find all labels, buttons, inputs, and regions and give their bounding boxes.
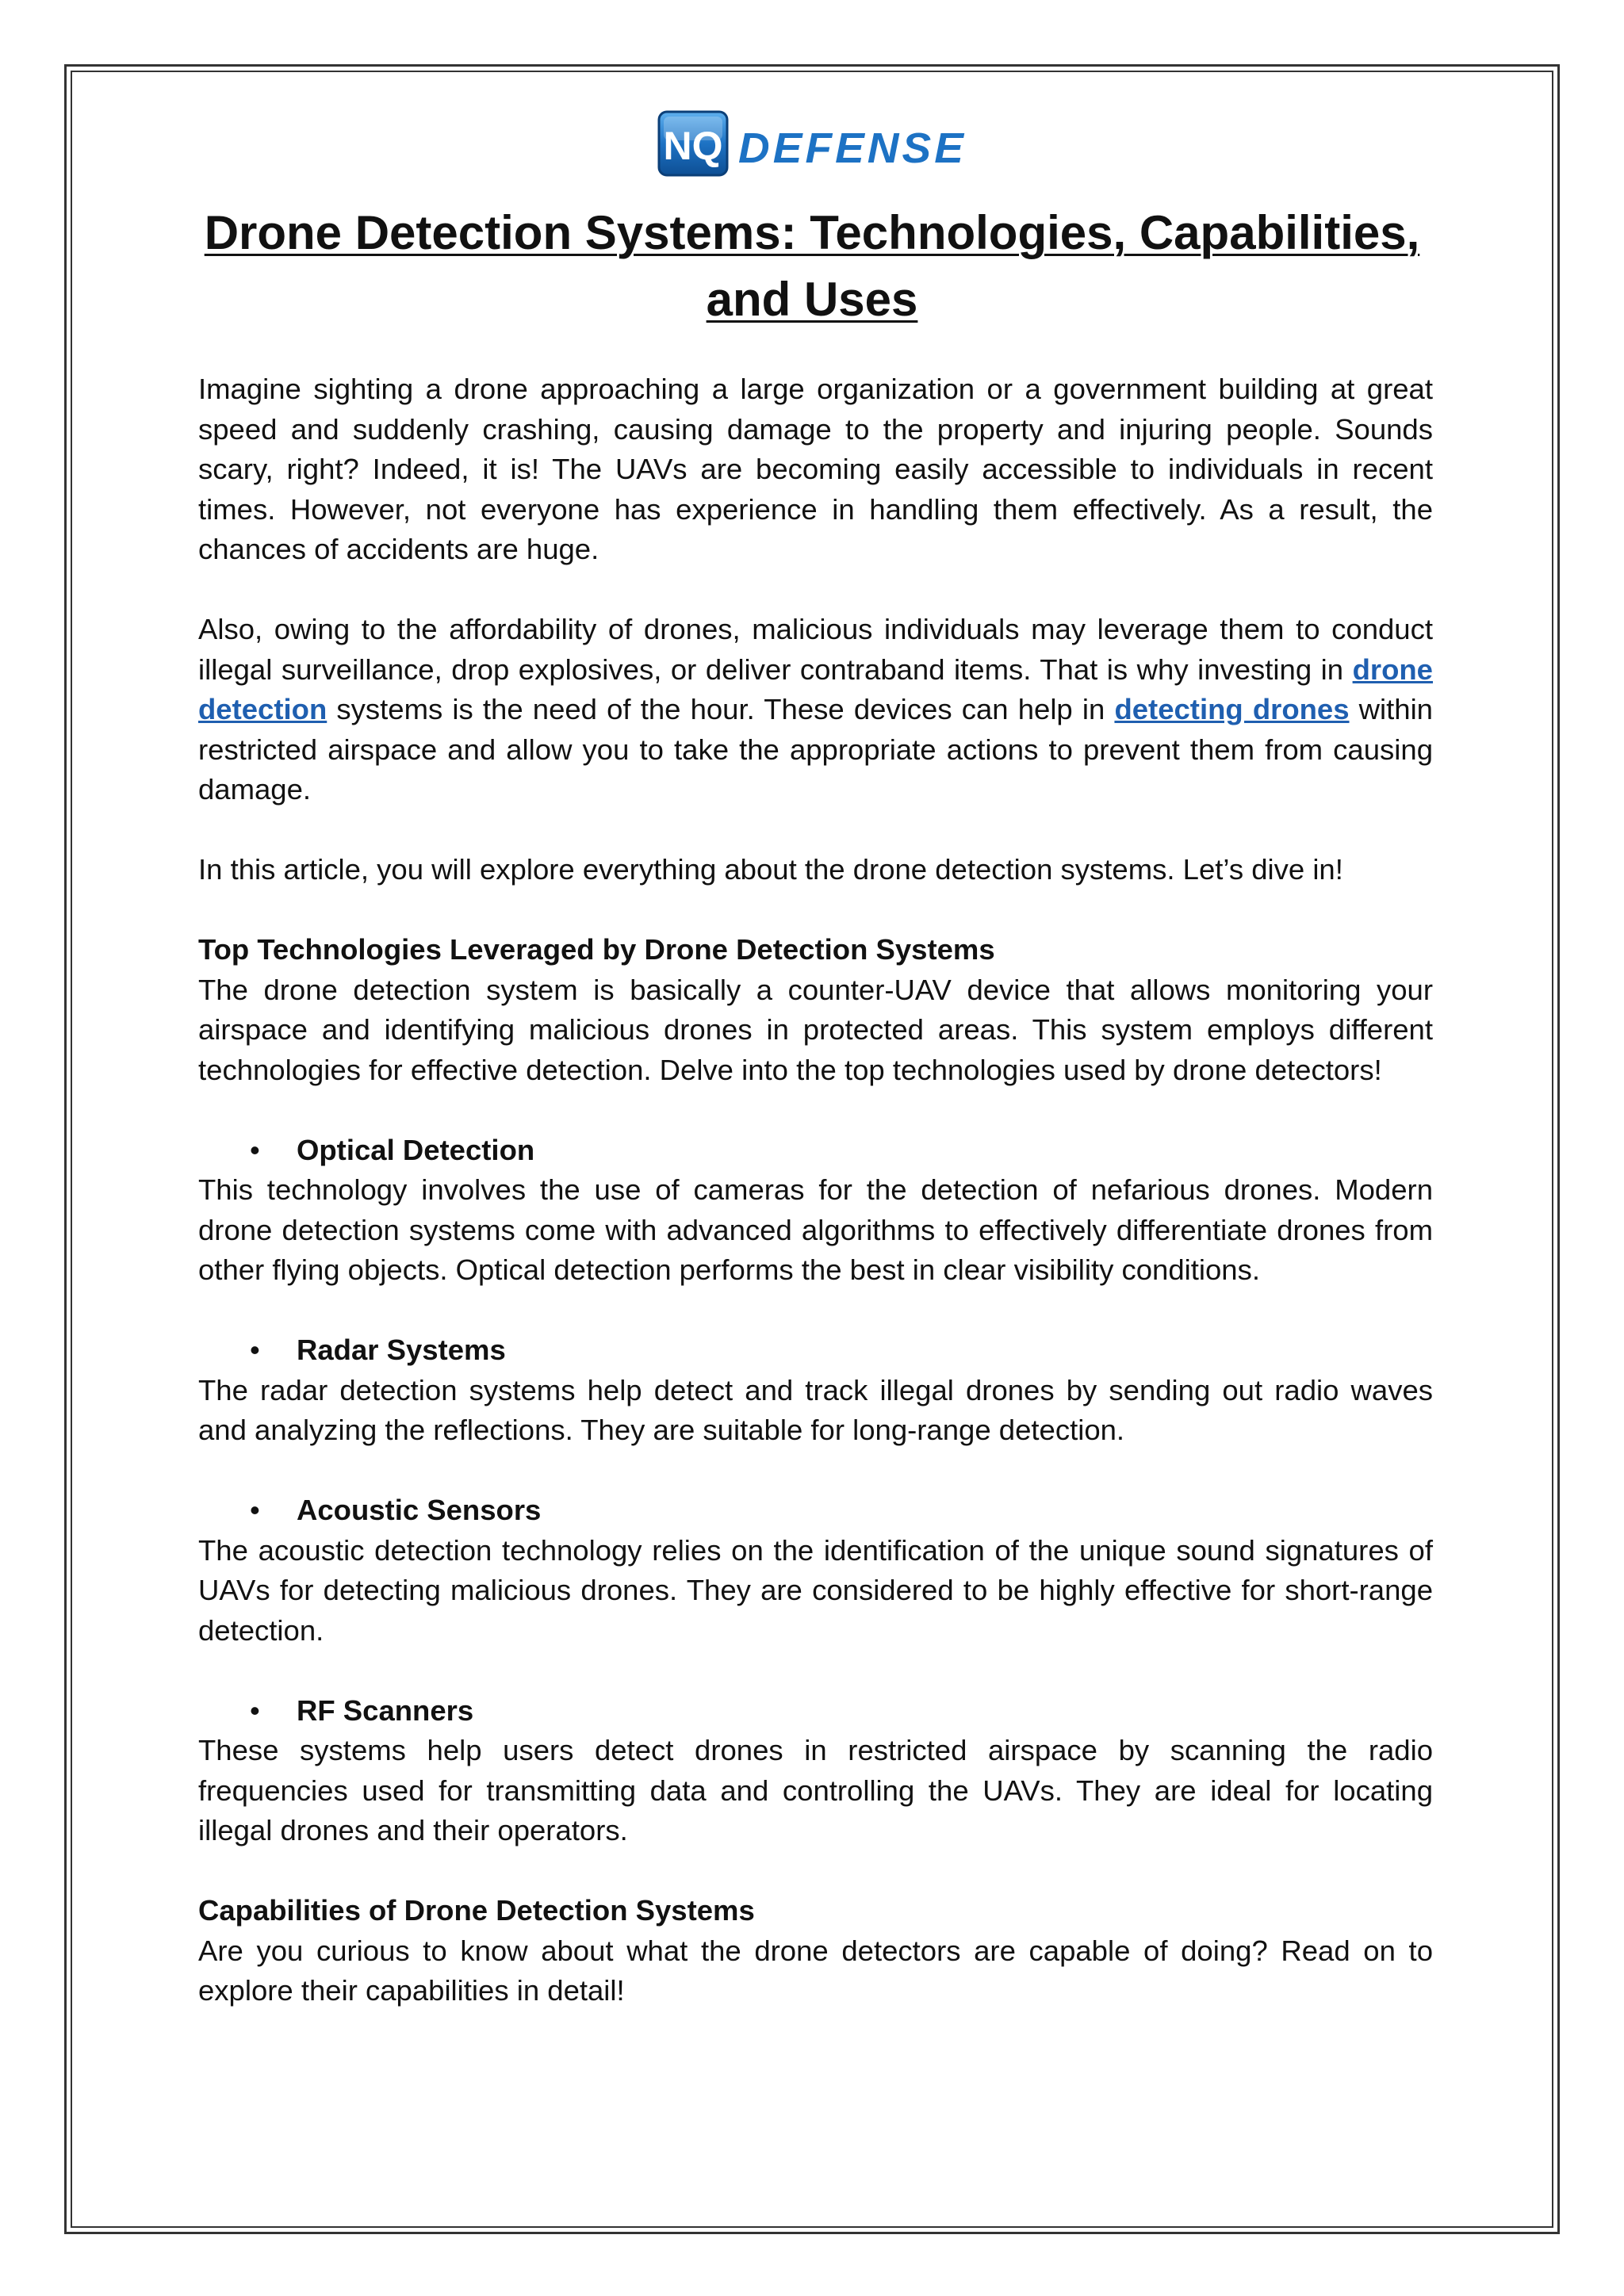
- intro-paragraph-2: [198, 610, 1433, 810]
- tech-item-title-optical: [198, 1131, 1433, 1171]
- nq-defense-logo-icon: [659, 112, 727, 175]
- tech-item-title-text: Radar Systems: [297, 1334, 506, 1366]
- bullet-icon: •: [250, 1494, 260, 1526]
- intro-paragraph-2-text-b: systems is the need of the hour. These devices can help in: [327, 693, 1115, 725]
- tech-item-title-rf: [198, 1691, 1433, 1732]
- tech-item-text-optical: This technology involves the use of cameras for the detection of nefarious drones. Modern drone detection systems come with advanced algorithms to effectively differentiate drones from other flying objects. Optical detection performs the best in clear visibility conditions.: [198, 1173, 1433, 1286]
- bullet-icon: •: [250, 1334, 260, 1366]
- intro-paragraph-2-text-a: Also, owing to the affordability of drones, malicious individuals may leverage them to conduct illegal surveillance, drop explosives, or deliver contraband items. That is why investing in: [198, 613, 1433, 686]
- tech-item-text-radar: The radar detection systems help detect and track illegal drones by sending out radio waves and analyzing the reflections. They are suitable for long-range detection.: [198, 1373, 1433, 1446]
- technologies-heading: Top Technologies Leveraged by Drone Detection Systems: [198, 933, 995, 966]
- drone-detection-link[interactable]: drone detection: [198, 652, 1433, 725]
- tech-item-title-text: Acoustic Sensors: [297, 1494, 542, 1526]
- capabilities-heading: Capabilities of Drone Detection Systems: [198, 1894, 755, 1927]
- logo-word-text: DEFENSE: [738, 124, 967, 172]
- intro-paragraph-1: Imagine sighting a drone approaching a large organization or a government building at great speed and suddenly crashing, causing damage to the property and injuring people. Sounds scary, right? Indeed, it is! The UAVs are becoming easily accessible to individuals in recent times. However, not everyone has experience in handling them effectively. As a result, the chances of accidents are huge.: [198, 373, 1433, 565]
- page-title: Drone Detection Systems: Technologies, Capabilities, and Uses: [204, 206, 1420, 326]
- nq-defense-logo: [657, 110, 975, 177]
- tech-item-title-text: RF Scanners: [297, 1693, 474, 1727]
- tech-item-text-acoustic: The acoustic detection technology relies on the identification of the unique sound signatures of UAVs for detecting malicious drones. They are considered to be highly effective for short-range detection.: [198, 1533, 1433, 1647]
- article-body: [198, 369, 1433, 2011]
- logo-badge-text: NQ: [663, 124, 723, 168]
- bullet-icon: •: [250, 1133, 260, 1166]
- tech-item-title-radar: [198, 1330, 1433, 1371]
- tech-item-title-text: Optical Detection: [297, 1133, 535, 1166]
- bullet-icon: •: [250, 1693, 260, 1727]
- intro-paragraph-2-text-c: within restricted airspace and allow you to take the appropriate actions to prevent them from causing damage.: [198, 693, 1433, 806]
- tech-item-text-rf: These systems help users detect drones in restricted airspace by scanning the radio frequencies used for transmitting data and controlling the UAVs. They are ideal for locating illegal drones and their operators.: [198, 1734, 1433, 1846]
- technologies-intro: The drone detection system is basically a counter-UAV device that allows monitoring your airspace and identifying malicious drones in protected areas. This system employs different technologies for effective detection. Delve into the top technologies used by drone detectors!: [198, 973, 1433, 1086]
- detecting-drones-link[interactable]: detecting drones: [1114, 693, 1350, 725]
- tech-item-title-acoustic: [198, 1490, 1433, 1531]
- capabilities-text: Are you curious to know about what the drone detectors are capable of doing? Read on to explore their capabilities in detail!: [198, 1934, 1433, 2007]
- intro-paragraph-3: In this article, you will explore everything about the drone detection systems. Let’s dive in!: [198, 853, 1343, 886]
